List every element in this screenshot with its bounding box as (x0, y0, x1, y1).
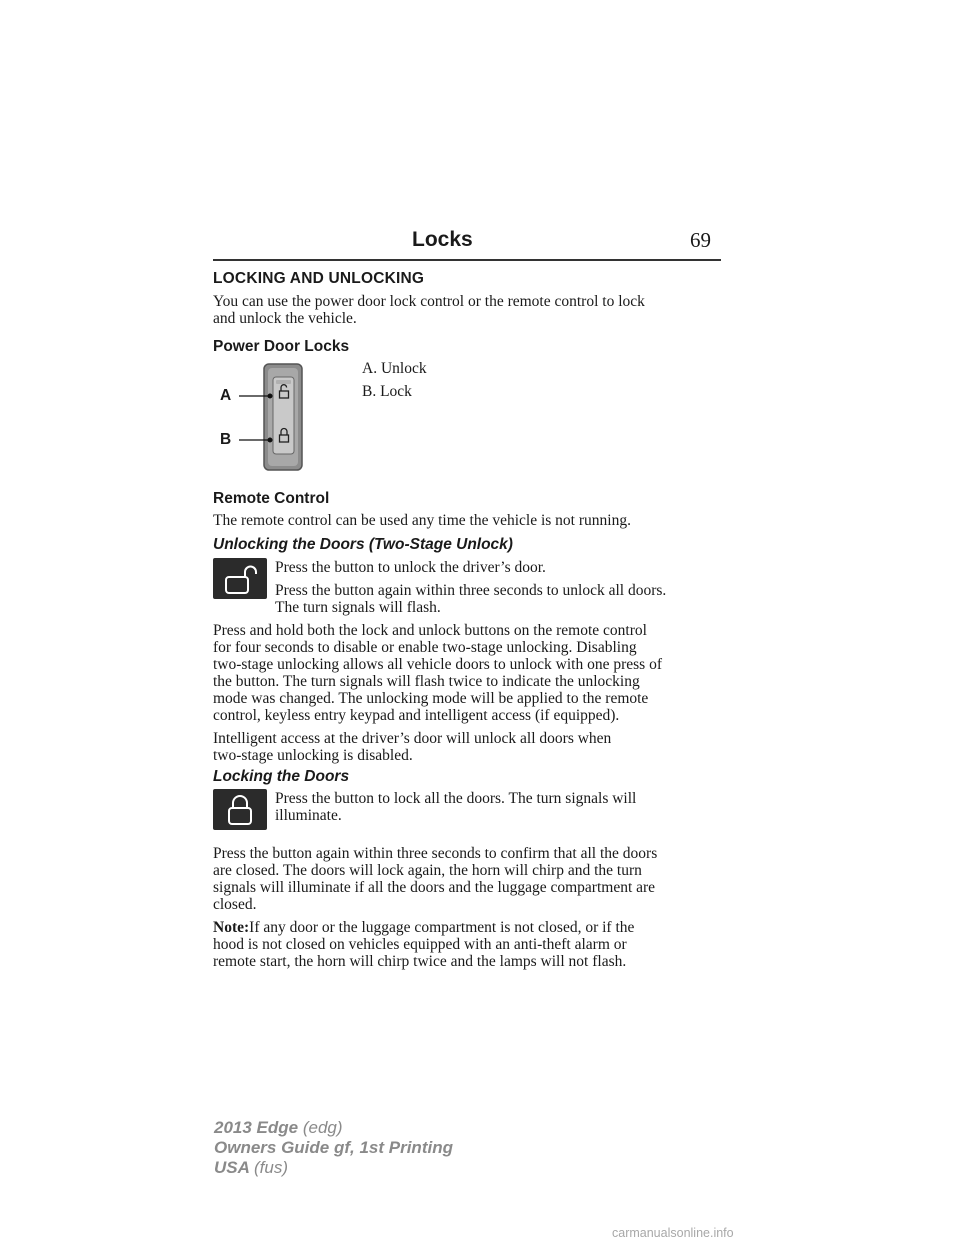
footer-region-code: (fus) (254, 1158, 288, 1177)
unlocking-heading: Unlocking the Doors (Two-Stage Unlock) (213, 536, 513, 553)
unlocking-p3-line-5: mode was changed. The unlocking mode will be applied to the remote (213, 690, 649, 707)
locking-heading: Locking the Doors (213, 768, 350, 785)
unlocking-p1: Press the button to unlock the driver’s door. (275, 559, 546, 576)
locking-p2-line-4: closed. (213, 896, 257, 913)
item-lock: B. Lock (362, 383, 412, 400)
lock-button-icon (213, 789, 267, 830)
locking-p1-line-2: illuminate. (275, 807, 342, 824)
unlocking-p3-line-1: Press and hold both the lock and unlock buttons on the remote control (213, 622, 647, 639)
note-line-1 (213, 919, 634, 937)
intro-line-1: You can use the power door lock control or the remote control to lock (213, 293, 645, 310)
footer-line-1 (214, 1118, 343, 1137)
power-door-lock-switch-diagram (214, 360, 306, 472)
unlocking-p4-line-1: Intelligent access at the driver’s door will unlock all doors when (213, 730, 612, 747)
note-line-2: hood is not closed on vehicles equipped with an anti-theft alarm or (213, 936, 627, 953)
locking-p1-line-1: Press the button to lock all the doors. The turn signals will (275, 790, 637, 807)
unlocking-p2-line-2: The turn signals will flash. (275, 599, 441, 616)
remote-control-heading: Remote Control (213, 490, 330, 507)
note-text-1: If any door or the luggage compartment is not closed, or if the (249, 919, 635, 936)
section-title: LOCKING AND UNLOCKING (213, 270, 425, 287)
unlocking-p2-line-1: Press the button again within three seconds to unlock all doors. (275, 582, 667, 599)
footer-region: USA (214, 1158, 250, 1177)
diagram-label-a: A (220, 387, 232, 404)
item-unlock: A. Unlock (362, 360, 427, 377)
footer-line-2: Owners Guide gf, 1st Printing (214, 1138, 453, 1157)
footer-model: 2013 Edge (214, 1118, 299, 1137)
remote-control-text: The remote control can be used any time the vehicle is not running. (213, 512, 631, 529)
unlocking-p3-line-3: two-stage unlocking allows all vehicle doors to unlock with one press of (213, 656, 662, 673)
unlocking-p3-line-2: for four seconds to disable or enable two-stage unlocking. Disabling (213, 639, 637, 656)
locking-p2-line-1: Press the button again within three seconds to confirm that all the doors (213, 845, 658, 862)
unlocking-p3-line-6: control, keyless entry keypad and intelligent access (if equipped). (213, 707, 620, 724)
header-divider (213, 259, 721, 261)
power-door-locks-heading: Power Door Locks (213, 338, 350, 355)
locking-p2-line-3: signals will illuminate if all the doors and the luggage compartment are (213, 879, 656, 896)
footer-line-3 (214, 1158, 288, 1177)
unlock-button-icon (213, 558, 267, 599)
unlocking-p3-line-4: the button. The turn signals will flash twice to indicate the unlocking (213, 673, 640, 690)
diagram-label-b: B (220, 431, 232, 448)
locking-p2-line-2: are closed. The doors will lock again, the horn will chirp and the turn (213, 862, 642, 879)
unlocking-p4-line-2: two-stage unlocking is disabled. (213, 747, 413, 764)
intro-line-2: and unlock the vehicle. (213, 310, 357, 327)
note-line-3: remote start, the horn will chirp twice and the lamps will not flash. (213, 953, 627, 970)
watermark[interactable]: carmanualsonline.info (612, 1226, 734, 1240)
note-label: Note: (213, 919, 250, 936)
page-number: 69 (690, 228, 711, 252)
page-title: Locks (412, 228, 473, 251)
footer-model-code: (edg) (302, 1118, 343, 1137)
